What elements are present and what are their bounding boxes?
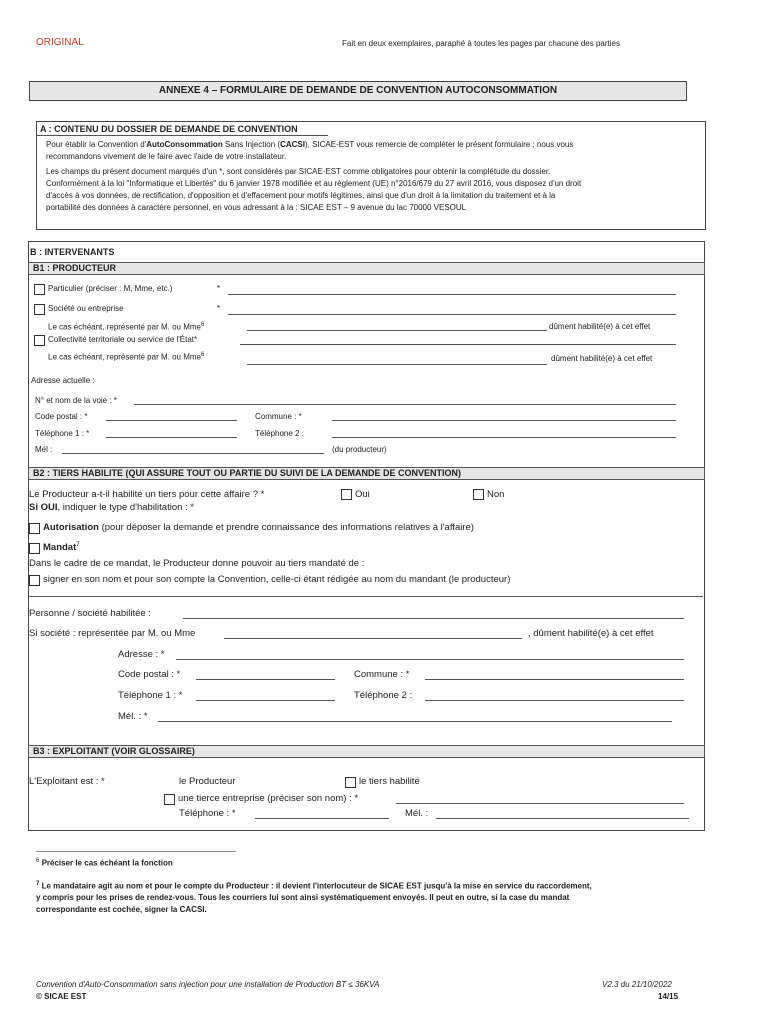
commune2-label: Commune : * (354, 669, 410, 680)
required-star: * (217, 304, 221, 313)
represente-label-1: Le cas échéant, représenté par M. ou Mme$^6$ (48, 322, 205, 332)
oui-checkbox[interactable] (341, 489, 352, 500)
tel1-label: Téléphone 1 : * (35, 429, 90, 438)
b1-header: B1 : PRODUCTEUR (28, 262, 705, 275)
letiers-label: le tiers habilité (359, 776, 420, 787)
telephone-field[interactable] (255, 818, 389, 819)
autorisation-label: Autorisation (pour déposer la demande et prendre connaissance des informations relatives à l'affaire) (43, 522, 474, 533)
dument-label-3: , dûment habilité(e) à cet effet (528, 628, 654, 639)
particulier-checkbox[interactable] (34, 284, 45, 295)
tel2b-field[interactable] (425, 700, 684, 701)
tel1b-field[interactable] (196, 700, 335, 701)
tel1-field[interactable] (106, 437, 237, 438)
tierce-checkbox[interactable] (164, 794, 175, 805)
signer-label: signer en son nom et pour son compte la Convention, celle-ci étant rédigée au nom du mandant (le producteur) (43, 574, 511, 585)
tierce-label: une tierce entreprise (préciser son nom) : * (178, 793, 359, 804)
footer-version: V2.3 du 21/10/2022 (602, 980, 672, 989)
societe-field[interactable] (228, 314, 676, 315)
mel2-field[interactable] (158, 721, 672, 722)
required-star: * (217, 284, 221, 293)
section-a-p1-cont: recommandons vivement de le faire avec l'aide de votre installateur. (46, 152, 287, 161)
footnote-7-line2: y compris pour les prises de rendez-vous. Tous les courriers lui sont ainsi systématiquement envoyés. Il peut en outre, si la case du mandat (36, 893, 570, 902)
header-note: Fait en deux exemplaires, paraphé à toutes les pages par chacune des parties (342, 39, 620, 48)
cadre-text: Dans le cadre de ce mandat, le Producteur donne pouvoir au tiers mandaté de : (29, 558, 365, 569)
section-b-heading: B : INTERVENANTS (30, 247, 115, 257)
footnote-6: $^6$ Préciser le cas échéant la fonction (36, 858, 173, 868)
autorisation-checkbox[interactable] (29, 523, 40, 534)
leproducteur-label: le Producteur (179, 776, 236, 787)
societe-checkbox[interactable] (34, 304, 45, 315)
signer-checkbox[interactable] (29, 575, 40, 586)
sisociete-label: Si société : représentée par M. ou Mme (29, 628, 196, 639)
oui-label: Oui (355, 489, 370, 500)
voie-label: N° et nom de la voie : * (35, 396, 117, 405)
represente-field-1[interactable] (247, 330, 547, 331)
exploitant-label: L'Exploitant est : * (29, 776, 105, 787)
cp2-field[interactable] (196, 679, 335, 680)
footer-copyright: © SICAE EST (36, 992, 87, 1001)
mandat-checkbox[interactable] (29, 543, 40, 554)
tel2-field[interactable] (332, 437, 676, 438)
b3-header: B3 : EXPLOITANT (VOIR GLOSSAIRE) (28, 745, 705, 758)
collectivite-checkbox[interactable] (34, 335, 45, 346)
adresse-label: Adresse actuelle : (31, 376, 95, 385)
title-bar (29, 81, 687, 101)
societe-label: Société ou entreprise (48, 304, 124, 313)
commune2-field[interactable] (425, 679, 684, 680)
voie-field[interactable] (134, 404, 676, 405)
non-checkbox[interactable] (473, 489, 484, 500)
footer-title: Convention d'Auto-Consommation sans injection pour une installation de Production BT ≤ 36KVA (36, 980, 380, 989)
mel2-label: Mél. : * (118, 711, 148, 722)
commune-label: Commune : * (255, 412, 302, 421)
footnote-7-line1: $^7$ Le mandataire agit au nom et pour le compte du Producteur : il devient l'interlocuteur de SICAE EST jusqu'à la mise en service du raccordement, (36, 881, 592, 891)
commune-field[interactable] (332, 420, 676, 421)
duproducteur-label: (du producteur) (332, 445, 387, 454)
mel-field[interactable] (62, 453, 324, 454)
dument-label-2: dûment habilité(e) à cet effet (551, 354, 653, 363)
adresse2-label: Adresse : * (118, 649, 165, 660)
cp2-label: Code postal : * (118, 669, 181, 680)
sisociete-field[interactable] (224, 638, 522, 639)
represente-field-2[interactable] (247, 364, 547, 365)
mel-label: Mél : (35, 445, 53, 454)
mel3-field[interactable] (436, 818, 689, 819)
page-title: ANNEXE 4 – FORMULAIRE DE DEMANDE DE CONVENTION AUTOCONSOMMATION (158, 85, 558, 96)
tierce-field[interactable] (396, 803, 684, 804)
mandat-label: Mandat$^7$ (43, 542, 80, 554)
cp-field[interactable] (106, 420, 237, 421)
original-label: ORIGINAL (36, 37, 84, 48)
dument-label-1: dûment habilité(e) à cet effet (549, 322, 651, 331)
section-a-heading: A : CONTENU DU DOSSIER DE DEMANDE DE CONVENTION (40, 124, 298, 134)
tiers-question: Le Producteur a-t-il habilité un tiers pour cette affaire ? * (29, 489, 265, 500)
collectivite-field[interactable] (240, 344, 676, 345)
particulier-label: Particulier (préciser : M, Mme, etc.) (48, 284, 173, 293)
tel2b-label: Téléphone 2 : (354, 690, 413, 701)
non-label: Non (487, 489, 505, 500)
section-a-p5: portabilité des données à caractère personnel, en vous adressant à la : SICAE EST – 9 avenue du lac 70000 VESOUL (46, 203, 467, 212)
b2-header: B2 : TIERS HABILITE (QUI ASSURE TOUT OU PARTIE DU SUIVI DE LA DEMANDE DE CONVENTION) (28, 467, 705, 480)
footnote-7-line3: correspondante est cochée, signer la CACSI. (36, 905, 207, 914)
telephone-label: Téléphone : * (179, 808, 236, 819)
tel1b-label: Téléphone 1 : * (118, 690, 183, 701)
letiers-checkbox[interactable] (345, 777, 356, 788)
mel3-label: Mél. : (405, 808, 429, 819)
tel2-label: Téléphone 2 : (255, 429, 304, 438)
page-number: 14/15 (658, 992, 679, 1001)
personne-field[interactable] (183, 618, 684, 619)
cp-label: Code postal : * (35, 412, 88, 421)
represente-label-2: Le cas échéant, représenté par M. ou Mme$^6$ (48, 352, 205, 362)
adresse2-field[interactable] (176, 659, 684, 660)
personne-label: Personne / société habilitée : (29, 608, 151, 619)
sioui-text: Si OUI, indiquer le type d'habilitation : * (29, 502, 194, 513)
section-a-p2: Les champs du présent document marqués d'un *, sont considérés par SICAE-EST comme obligatoires pour obtenir la complétude du dossier. (46, 167, 551, 176)
particulier-field[interactable] (228, 294, 676, 295)
section-a-p3: Conformément à la loi "Informatique et Libertés" du 6 janvier 1978 modifiée et au règlement (UE) n°2016/679 du 27 avril 2016, vous disposez d'un droit (46, 179, 582, 188)
collectivite-label: Collectivité territoriale ou service de l'État* (48, 335, 198, 344)
section-a-p4: d'accès à vos données, de rectification, d'opposition et d'effacement pour motifs légitimes, ainsi que d'un droit à la limitation du traitement et à la (46, 191, 556, 200)
section-a-p1: Pour établir la Convention d'AutoConsommation Sans Injection (CACSI), SICAE-EST vous remercie de compléter le présent formulaire ; nous vous (46, 140, 574, 149)
